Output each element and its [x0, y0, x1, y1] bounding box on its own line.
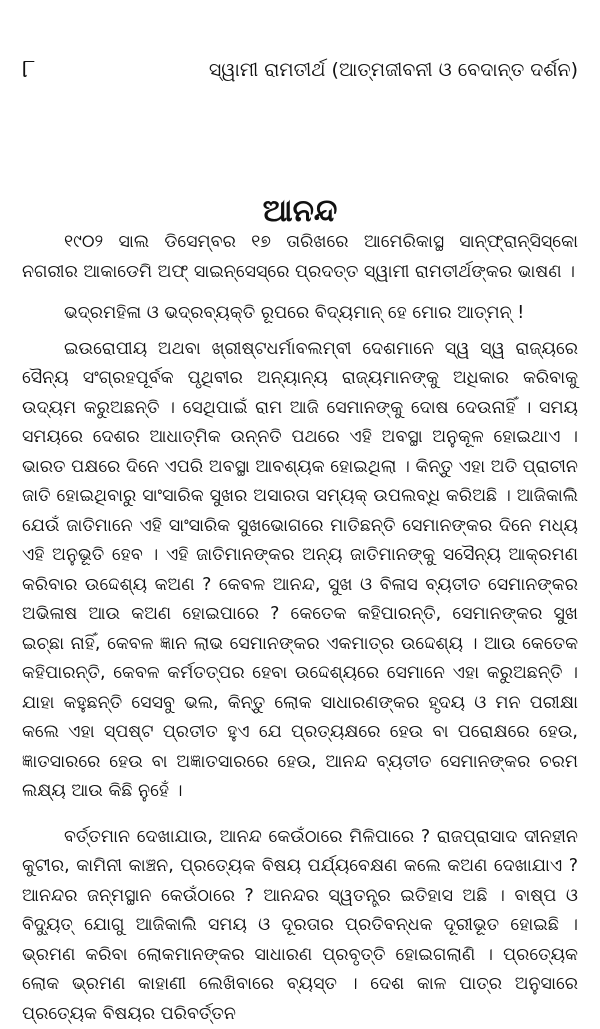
body-text	[22, 228, 578, 1029]
intro-paragraph: ୧୯୦୨ ସାଲ ଡିସେମ୍ବର ୧୭ ତାରିଖରେ ଆମେରିକାସ୍ଥ ସାନ୍‌ଫ୍ରାନ୍‌ସିସ୍କୋ ନଗରୀର ଆକାଡେମି ଅଫ୍ ସାଇନ୍‌ସେସ୍‌ରେ ପ୍ରଦତ୍ତ ସ୍ୱାମୀ ରାମତୀର୍ଥଙ୍କର ଭାଷଣ ।	[22, 228, 578, 287]
body-paragraph: ବର୍ତ୍ତମାନ ଦେଖାଯାଉ, ଆନନ୍ଦ କେଉଁଠାରେ ମିଳିପାରେ ? ରାଜପ୍ରାସାଦ ଦୀନହୀନ କୁଟୀର, କାମିନୀ କାଞ୍ଚନ, ପ୍ରତ୍ୟେକ ବିଷୟ ପର୍ଯ୍ୟବେକ୍ଷଣ କଲେ କଅଣ ଦେଖାଯାଏ ? ଆନନ୍ଦର ଜନ୍ମସ୍ଥାନ କେଉଁଠାରେ ? ଆନନ୍ଦର ସ୍ୱତନ୍ତ୍ର ଇତିହାସ ଅଛି । ବାଷ୍ପ ଓ ବିଦ୍ୟୁତ୍ ଯୋଗୁ ଆଜିକାଲି ସମୟ ଓ ଦୂରତାର ପ୍ରତିବନ୍ଧକ ଦୂରୀଭୂତ ହୋଇଛି । ଭ୍ରମଣ କରିବା ଲୋକମାନଙ୍କର ସାଧାରଣ ପ୍ରବୃତ୍ତି ହୋଇଗଲାଣି । ପ୍ରତ୍ୟେକ ଲୋକ ଭ୍ରମଣ କାହାଣୀ ଲେଖିବାରେ ବ୍ୟସ୍ତ । ଦେଶ କାଳ ପାତ୍ର ଅନୁସାରେ ପ୍ରତ୍ୟେକ ବିଷୟର ପରିବର୍ତ୍ତନ	[22, 823, 578, 1029]
salutation-paragraph: ଭଦ୍ରମହିଳା ଓ ଭଦ୍ରବ୍ୟକ୍ତି ରୂପରେ ବିଦ୍ୟମାନ୍ ହେ ମୋର ଆତ୍ମନ୍ !	[22, 299, 578, 329]
book-title: ସ୍ୱାମୀ ରାମତୀର୍ଥ (ଆତ୍ମଜୀବନୀ ଓ ବେଦାନ୍ତ ଦର୍ଶନ)	[209, 56, 578, 84]
body-paragraph: ଇଉରୋପୀୟ ଅଥବା ଖ୍ରୀଷ୍ଟଧର୍ମାବଲମ୍ବୀ ଦେଶମାନେ ସ୍ୱ ସ୍ୱ ରାଜ୍ୟରେ ସୈନ୍ୟ ସଂଗ୍ରହପୂର୍ବକ ପୃଥିବୀର ଅନ୍ୟାନ୍ୟ ରାଜ୍ୟମାନଙ୍କୁ ଅଧିକାର କରିବାକୁ ଉଦ୍ୟମ କରୁଅଛନ୍ତି । ସେଥିପାଇଁ ରାମ ଆଜି ସେମାନଙ୍କୁ ଦୋଷ ଦେଉନାହିଁ । ସମୟ ସମୟରେ ଦେଶର ଆଧାତ୍ମିକ ଉନ୍ନତି ପଥରେ ଏହି ଅବସ୍ଥା ଅନୁକୂଳ ହୋଇଥାଏ । ଭାରତ ପକ୍ଷରେ ଦିନେ ଏପରି ଅବସ୍ଥା ଆବଶ୍ୟକ ହୋଇଥିଲା । କିନ୍ତୁ ଏହା ଅତି ପ୍ରାଚୀନ ଜାତି ହୋଇଥିବାରୁ ସାଂସାରିକ ସୁଖର ଅସାରତା ସମ୍ୟକ୍ ଉପଲବ୍ଧି କରିଅଛି । ଆଜିକାଲି ଯେଉଁ ଜାତିମାନେ ଏହି ସାଂସାରିକ ସୁଖଭୋଗରେ ମାତିଛନ୍ତି ସେମାନଙ୍କର ଦିନେ ମଧ୍ୟ ଏହି ଅନୁଭୂତି ହେବ । ଏହି ଜାତିମାନଙ୍କର ଅନ୍ୟ ଜାତିମାନଙ୍କୁ ସସୈନ୍ୟ ଆକ୍ରମଣ କରିବାର ଉଦ୍ଦେଶ୍ୟ କଅଣ ? କେବଳ ଆନନ୍ଦ, ସୁଖ ଓ ବିଳାସ ବ୍ୟତୀତ ସେମାନଙ୍କର ଅଭିଳାଷ ଆଉ କଅଣ ହୋଇପାରେ ? କେତେକ କହିପାରନ୍ତି, ସେମାନଙ୍କର ସୁଖ ଇଚ୍ଛା ନାହିଁ, କେବଳ ଜ୍ଞାନ ଲାଭ ସେମାନଙ୍କର ଏକମାତ୍ର ଉଦ୍ଦେଶ୍ୟ । ଆଉ କେତେକ କହିପାରନ୍ତି, କେବଳ କର୍ମତତ୍ପର ହେବା ଉଦ୍ଦେଶ୍ୟରେ ସେମାନେ ଏହା କରୁଅଛନ୍ତି । ଯାହା କହୁଛନ୍ତି ସେସବୁ ଭଲ, କିନ୍ତୁ ଲୋକ ସାଧାରଣଙ୍କର ହୃଦୟ ଓ ମନ ପରୀକ୍ଷା କଲେ ଏହା ସ୍ପଷ୍ଟ ପ୍ରତୀତ ହୁଏ ଯେ ପ୍ରତ୍ୟକ୍ଷରେ ହେଉ ବା ପରୋକ୍ଷରେ ହେଉ, ଜ୍ଞାତସାରରେ ହେଉ ବା ଅଜ୍ଞାତସାରରେ ହେଉ, ଆନନ୍ଦ ବ୍ୟତୀତ ସେମାନଙ୍କର ଚରମ ଲକ୍ଷ୍ୟ ଆଉ କିଛି ନୁହେଁ ।	[22, 335, 578, 807]
running-header	[22, 50, 578, 90]
chapter-title: ଆନନ୍ଦ	[0, 191, 600, 231]
page-number: ୮	[22, 54, 36, 84]
